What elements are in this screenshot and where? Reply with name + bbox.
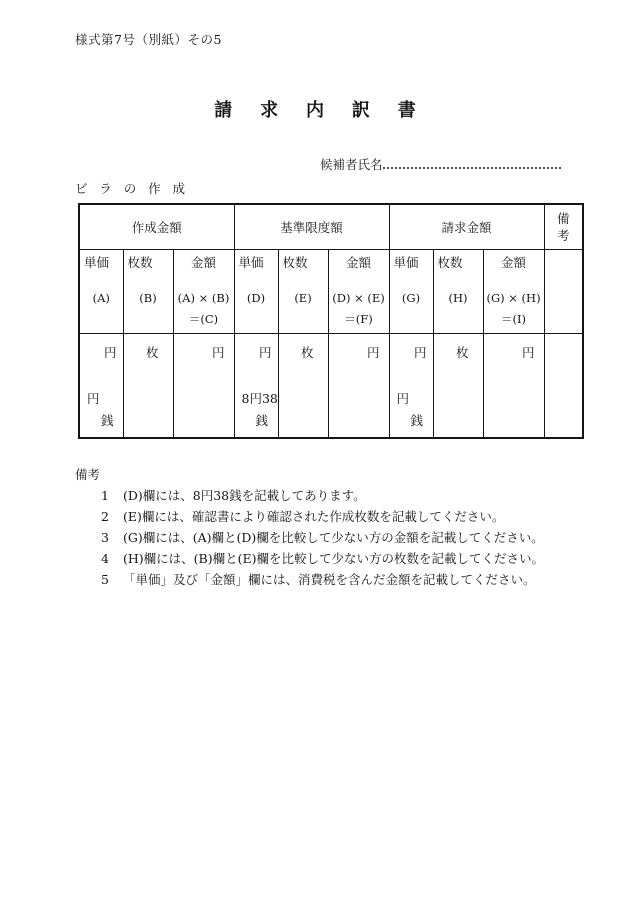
entry-cell-unit-price-a: 円 円 銭 [79,334,123,439]
subheader-unit-price-g: 単価 (G) [389,250,433,334]
page-title: 請求内訳書 [214,100,444,121]
group-header-standard-limit: 基準限度額 [234,204,389,250]
entry-cell-amount-c: 円 [173,334,234,439]
form-number: 様式第7号（別紙）その5 [75,32,222,47]
entry-cell-sheets-e: 枚 [278,334,328,439]
entry-cell-unit-price-g: 円 円 銭 [389,334,433,439]
table-row-group-headers [79,204,583,250]
entry-cell-sheets-h: 枚 [433,334,483,439]
subheader-sheets-b: 枚数 (B) [123,250,173,334]
candidate-name-label: 候補者氏名 [320,157,383,172]
group-header-production-amount: 作成金額 [79,204,234,250]
table-row-sub-headers [79,250,583,334]
notes-label: 備考 [75,467,101,482]
note-item: 1 (D)欄には、8円38銭を記載してあります。 [101,488,366,503]
note-item: 2 (E)欄には、確認書により確認された作成枚数を記載してください。 [101,509,505,524]
remarks-header [544,204,583,250]
candidate-name-row [320,153,561,173]
subheader-unit-price-a: 単価 (A) [79,250,123,334]
entry-cell-amount-i: 円 [483,334,544,439]
breakdown-table [78,203,584,439]
subheader-unit-price-d: 単価 (D) [234,250,278,334]
remarks-header-char-top: 備 [557,211,570,226]
notes-section [75,464,544,590]
candidate-name-field [383,153,561,169]
subheader-sheets-e: 枚数 (E) [278,250,328,334]
subheader-amount-f: 金額 (D) × (E) ＝(F) [328,250,389,334]
entry-cell-unit-price-d: 円 8円38 銭 [234,334,278,439]
subheader-remarks-blank [544,250,583,334]
table-row-entry [79,334,583,439]
group-header-claim-amount: 請求金額 [389,204,544,250]
subheader-amount-i: 金額 (G) × (H) ＝(I) [483,250,544,334]
entry-cell-sheets-b: 枚 [123,334,173,439]
note-item: 5 「単価」及び「金額」欄には、消費税を含んだ金額を記載してください。 [101,572,536,587]
entry-cell-remarks [544,334,583,439]
remarks-header-char-bottom: 考 [557,228,570,243]
note-item: 4 (H)欄には、(B)欄と(E)欄を比較して少ない方の枚数を記載してください。 [101,551,544,566]
subheader-sheets-h: 枚数 (H) [433,250,483,334]
note-item: 3 (G)欄には、(A)欄と(D)欄を比較して少ない方の金額を記載してください。 [101,530,544,545]
subheader-amount-c: 金額 (A) × (B) ＝(C) [173,250,234,334]
entry-cell-amount-f: 円 [328,334,389,439]
section-label: ビラの作成 [75,181,197,196]
